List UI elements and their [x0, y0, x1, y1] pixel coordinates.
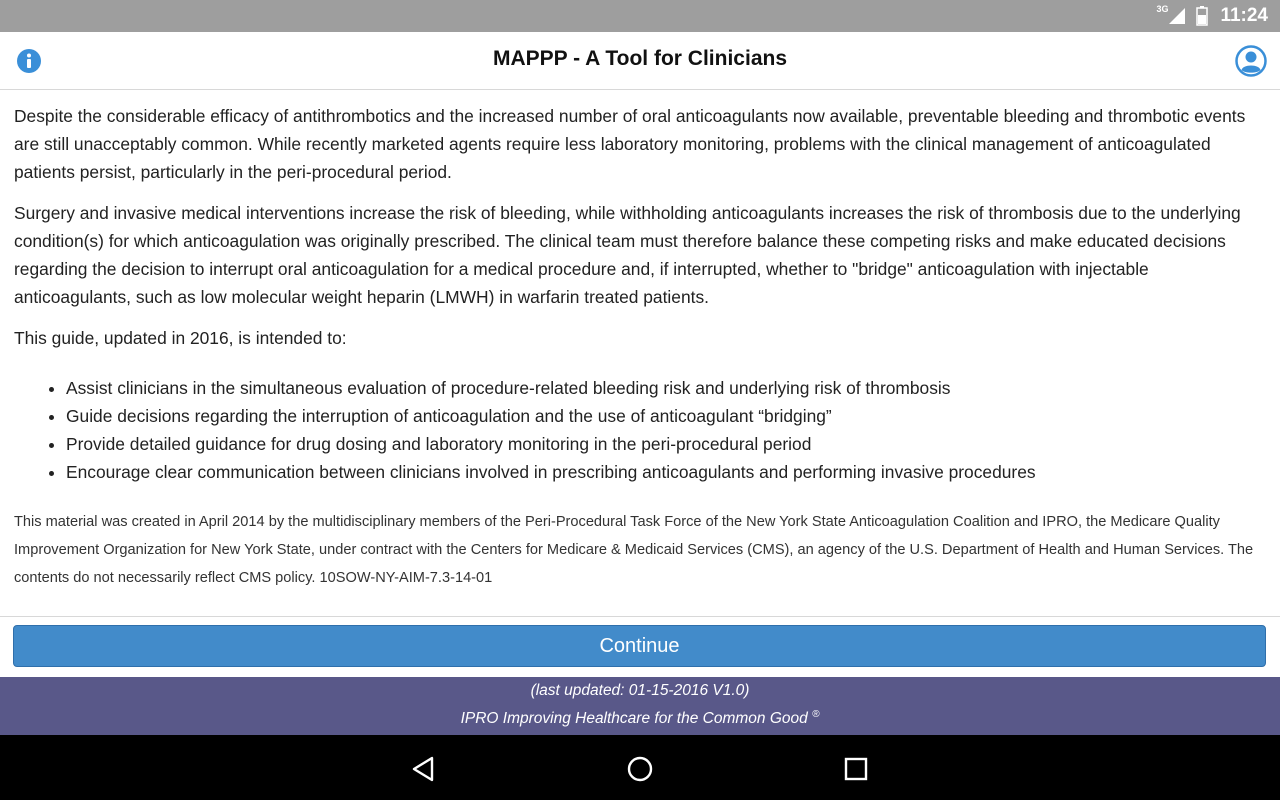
divider — [0, 616, 1280, 617]
network-type-label: 3G — [1156, 4, 1169, 14]
intro-paragraph: Surgery and invasive medical interventions increase the risk of bleeding, while withholding anticoagulants increases the risk of thrombosis due to the underlying condition(s) for which anticoagulation was originally prescribed. The clinical team must therefore balance these competing risks and make educated decisions regarding the decision to interrupt oral anticoagulation for a medical procedure and, if interrupted, whether to "bridge" anticoagulation with injectable anticoagulants, such as low molecular weight heparin (LMWH) in warfarin treated patients. — [14, 203, 1241, 307]
intro-content — [14, 102, 1264, 605]
footer — [0, 677, 1280, 735]
intro-paragraph: Despite the considerable efficacy of antithrombotics and the increased number of oral anticoagulants now available, preventable bleeding and thrombotic events are still unacceptably common. While recently marketed agents require less laboratory monitoring, problems with the clinical management of anticoagulated patients persist, particularly in the peri-procedural period. — [14, 106, 1246, 182]
list-item: • Provide detailed guidance for drug dosing and laboratory monitoring in the peri-procedural period — [66, 430, 1264, 458]
disclaimer-text: This material was created in April 2014 by the multidisciplinary members of the Peri-Procedural Task Force of the New York State Anticoagulation Coalition and IPRO, the Medicare Quality Improvement Organization for New York State, under contract with the Centers for Medicare & Medicaid Services (CMS), an agency of the U.S. Department of Health and Human Services. The contents do not necessarily reflect CMS policy. 10SOW-NY-AIM-7.3-14-01 — [14, 514, 1254, 586]
status-icons — [1156, 0, 1268, 32]
list-item: • Assist clinicians in the simultaneous evaluation of procedure-related bleeding risk and underlying risk of thrombosis — [66, 374, 1264, 402]
signal-icon — [1168, 7, 1186, 25]
user-profile-icon[interactable] — [1235, 45, 1267, 77]
navigation-bar — [0, 735, 1280, 800]
status-bar — [0, 0, 1280, 32]
clock: 11:24 — [1220, 5, 1268, 26]
recents-icon[interactable] — [842, 755, 870, 783]
list-item: • Encourage clear communication between clinicians involved in prescribing anticoagulants and performing invasive procedures — [66, 458, 1264, 486]
registered-mark: ® — [812, 709, 820, 720]
home-icon[interactable] — [626, 755, 654, 783]
battery-icon — [1196, 6, 1208, 26]
last-updated-text: (last updated: 01-15-2016 V1.0) — [530, 682, 750, 699]
footer-tagline: IPRO Improving Healthcare for the Common Good — [460, 710, 808, 728]
continue-button[interactable] — [13, 625, 1266, 667]
purpose-list — [14, 374, 1264, 486]
continue-button-label: Continue — [599, 634, 680, 657]
app-bar — [0, 32, 1280, 90]
list-item: • Guide decisions regarding the interruption of anticoagulation and the use of anticoagulant “bridging” — [66, 402, 1264, 430]
footer-tagline-line — [0, 709, 1280, 728]
back-icon[interactable] — [410, 755, 438, 783]
page-title: MAPPP - A Tool for Clinicians — [492, 47, 788, 70]
intro-paragraph: This guide, updated in 2016, is intended to: — [14, 328, 347, 348]
